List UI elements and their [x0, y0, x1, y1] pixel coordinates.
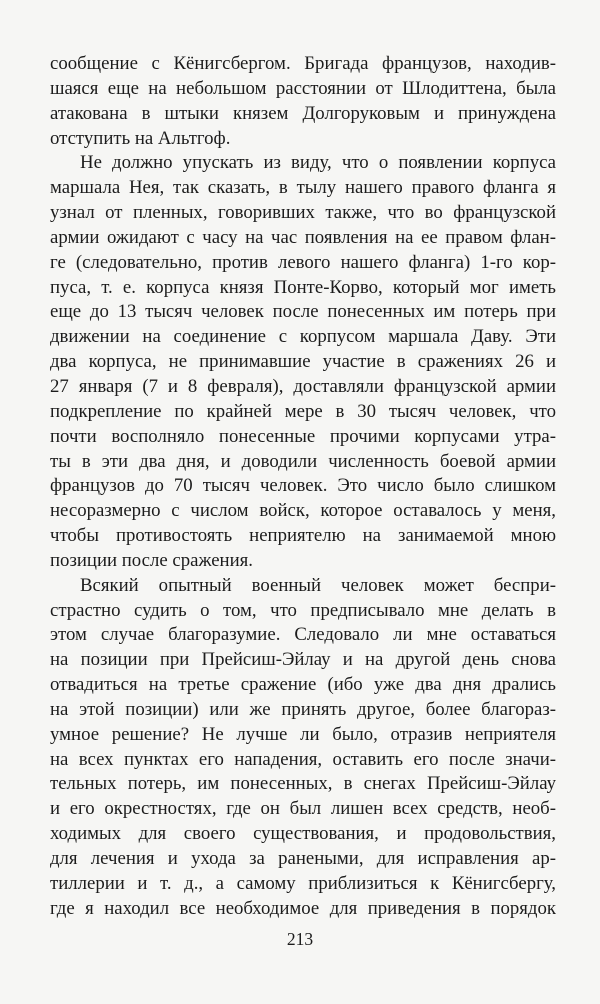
text-line: пуса, т. е. корпуса князя Понте-Корво, который мог иметь	[50, 276, 556, 298]
text-line: шаяся еще на небольшом расстоянии от Шлодиттена, была	[50, 77, 556, 99]
text-line: Не должно упускать из виду, что о появлении корпуса	[80, 152, 556, 174]
text-line: ходимых для своего существования, и продовольствия,	[50, 823, 556, 845]
text-line: маршала Нея, так сказать, в тылу нашего правого фланга я	[50, 177, 556, 199]
text-line: несоразмерно с числом войск, которое оставалось у меня,	[50, 500, 556, 522]
text-line: сообщение с Кёнигсбергом. Бригада французов, находив-	[50, 53, 556, 74]
text-line: движении на соединение с корпусом маршала Даву. Эти	[50, 326, 556, 348]
text-line: страстно судить о том, что предписывало мне делать в	[50, 599, 556, 621]
text-line: армии ожидают с часу на час появления на ее правом флан-	[50, 226, 556, 248]
text-line: позиции после сражения.	[50, 549, 253, 571]
text-line: отвадиться на третье сражение (ибо уже два дня дрались	[50, 674, 556, 696]
text-line: и его окрестностях, где он был лишен всех средств, необ-	[50, 798, 556, 820]
text-line: ге (следовательно, против левого нашего фланга) 1-го кор-	[50, 251, 556, 273]
text-line: тельных потерь, им понесенных, в снегах Прейсиш-Эйлау	[50, 773, 556, 795]
text-line: на позиции при Прейсиш-Эйлау и на другой день снова	[50, 649, 556, 671]
text-line: французов до 70 тысяч человек. Это число было слишком	[50, 475, 556, 497]
text-line: Всякий опытный военный человек может беспри-	[80, 574, 556, 596]
text-line: где я находил все необходимое для приведения в порядок	[50, 897, 556, 919]
text-line: узнал от пленных, говоривших также, что во французской	[50, 202, 556, 224]
text-line: на всех пунктах его нападения, оставить его после значи-	[50, 748, 556, 770]
text-line: почти восполняло понесенные прочими корпусами утра-	[50, 425, 556, 447]
text-line: этом случае благоразумие. Следовало ли мне оставаться	[50, 624, 556, 646]
text-line: умное решение? Не лучше ли было, отразив неприятеля	[50, 723, 556, 745]
text-line: тиллерии и т. д., а самому приблизиться к Кёнигсбергу,	[50, 872, 556, 894]
text-line: на этой позиции) или же принять другое, более благораз-	[50, 698, 556, 720]
text-line: атакована в штыки князем Долгоруковым и принуждена	[50, 102, 556, 124]
text-line: отступить на Альтгоф.	[50, 127, 231, 149]
text-line: для лечения и ухода за ранеными, для исправления ар-	[50, 848, 556, 869]
page-number: 213	[286, 929, 314, 949]
text-line: 27 января (7 и 8 февраля), доставляли французской армии	[50, 375, 556, 397]
text-line: еще до 13 тысяч человек после понесенных им потерь при	[50, 301, 556, 323]
text-line: подкрепление по крайней мере в 30 тысяч человек, что	[50, 400, 556, 422]
text-block	[50, 52, 556, 922]
text-line: чтобы противостоять неприятелю на занимаемой мною	[50, 525, 556, 547]
text-line: ты в эти два дня, и доводили численность боевой армии	[50, 450, 556, 472]
text-line: два корпуса, не принимавшие участие в сражениях 26 и	[50, 351, 556, 373]
